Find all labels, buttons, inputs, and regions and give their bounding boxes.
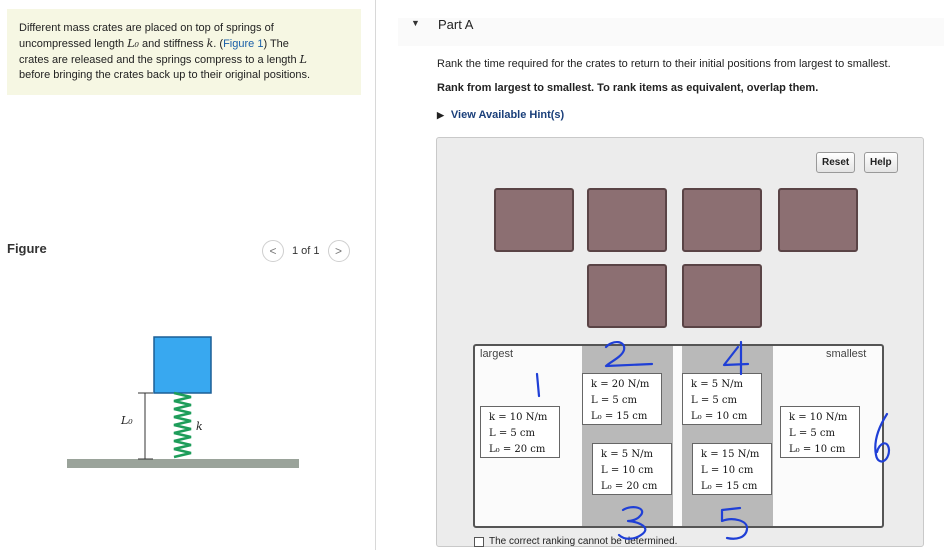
card-L0: L₀ = 15 cm bbox=[701, 481, 758, 492]
ranking-card[interactable] bbox=[592, 443, 672, 495]
drag-tile[interactable] bbox=[682, 188, 762, 252]
ranking-card[interactable] bbox=[780, 406, 860, 458]
column-divider bbox=[375, 0, 376, 550]
expand-triangle-icon: ▶ bbox=[437, 109, 444, 120]
drag-tile[interactable] bbox=[682, 264, 762, 328]
chevron-right-icon: > bbox=[335, 244, 343, 258]
var-k: k bbox=[206, 37, 214, 50]
cannot-determine-label: The correct ranking cannot be determined. bbox=[489, 536, 678, 547]
question-text: Rank the time required for the crates to return to their initial positions from largest to smallest. bbox=[437, 58, 891, 70]
cannot-determine-checkbox[interactable] bbox=[474, 537, 484, 547]
card-L: L = 10 cm bbox=[701, 465, 754, 476]
figure-page-indicator: 1 of 1 bbox=[292, 245, 320, 257]
card-L: L = 10 cm bbox=[601, 465, 654, 476]
var-L0: L₀ bbox=[127, 37, 139, 50]
var-L: L bbox=[299, 53, 307, 66]
prev-figure-button[interactable] bbox=[262, 240, 284, 262]
card-L0: L₀ = 15 cm bbox=[591, 411, 648, 422]
label-k: k bbox=[196, 420, 203, 433]
chevron-left-icon: < bbox=[269, 244, 277, 258]
drag-tile[interactable] bbox=[778, 188, 858, 252]
reset-button[interactable]: Reset bbox=[816, 152, 855, 173]
card-L: L = 5 cm bbox=[489, 428, 536, 439]
problem-text: . ( bbox=[213, 38, 224, 50]
label-L0: L₀ bbox=[121, 414, 133, 427]
problem-line-1: Different mass crates are placed on top of springs of bbox=[19, 22, 274, 34]
card-L: L = 5 cm bbox=[591, 395, 638, 406]
problem-statement bbox=[7, 9, 361, 95]
figure-link[interactable]: Figure 1 bbox=[223, 38, 264, 50]
card-L0: L₀ = 10 cm bbox=[789, 444, 846, 455]
hint-label: View Available Hint(s) bbox=[450, 109, 565, 121]
ranking-card[interactable] bbox=[692, 443, 772, 495]
collapse-triangle-icon[interactable]: ▼ bbox=[411, 18, 420, 28]
instruction-text: Rank from largest to smallest. To rank items as equivalent, overlap them. bbox=[437, 82, 819, 94]
card-k: k = 20 N/m bbox=[591, 379, 650, 390]
ranking-card[interactable] bbox=[682, 373, 762, 425]
cannot-determine-option[interactable] bbox=[474, 536, 677, 547]
ranking-card[interactable] bbox=[480, 406, 560, 458]
card-k: k = 10 N/m bbox=[789, 412, 848, 423]
drag-tile[interactable] bbox=[587, 264, 667, 328]
part-title: Part A bbox=[438, 17, 474, 32]
problem-text: and stiffness bbox=[138, 38, 207, 50]
crate bbox=[154, 337, 211, 393]
card-k: k = 15 N/m bbox=[701, 449, 760, 460]
smallest-label: smallest bbox=[826, 348, 867, 360]
next-figure-button[interactable] bbox=[328, 240, 350, 262]
problem-line-4: before bringing the crates back up to their original positions. bbox=[19, 69, 311, 81]
crate-spring-illustration bbox=[60, 330, 310, 480]
card-L: L = 5 cm bbox=[691, 395, 738, 406]
spring bbox=[174, 393, 191, 457]
problem-text: ) The bbox=[263, 38, 289, 50]
view-hints-link[interactable] bbox=[437, 109, 564, 121]
card-L: L = 5 cm bbox=[789, 428, 836, 439]
problem-text: uncompressed length bbox=[19, 38, 128, 50]
help-button[interactable]: Help bbox=[864, 152, 898, 173]
part-header[interactable] bbox=[398, 18, 944, 46]
card-L0: L₀ = 20 cm bbox=[601, 481, 658, 492]
drag-tile[interactable] bbox=[494, 188, 574, 252]
card-L0: L₀ = 20 cm bbox=[489, 444, 546, 455]
card-L0: L₀ = 10 cm bbox=[691, 411, 748, 422]
problem-line-3 bbox=[19, 52, 349, 68]
ground bbox=[67, 459, 299, 468]
card-k: k = 5 N/m bbox=[691, 379, 743, 390]
ranking-card[interactable] bbox=[582, 373, 662, 425]
largest-label: largest bbox=[480, 348, 514, 360]
figure-header: Figure bbox=[7, 241, 47, 256]
figure-pager bbox=[262, 240, 350, 262]
problem-line-2 bbox=[19, 36, 349, 52]
card-k: k = 5 N/m bbox=[601, 449, 653, 460]
problem-text: crates are released and the springs compress to a length bbox=[19, 54, 300, 66]
drag-tile[interactable] bbox=[587, 188, 667, 252]
card-k: k = 10 N/m bbox=[489, 412, 548, 423]
